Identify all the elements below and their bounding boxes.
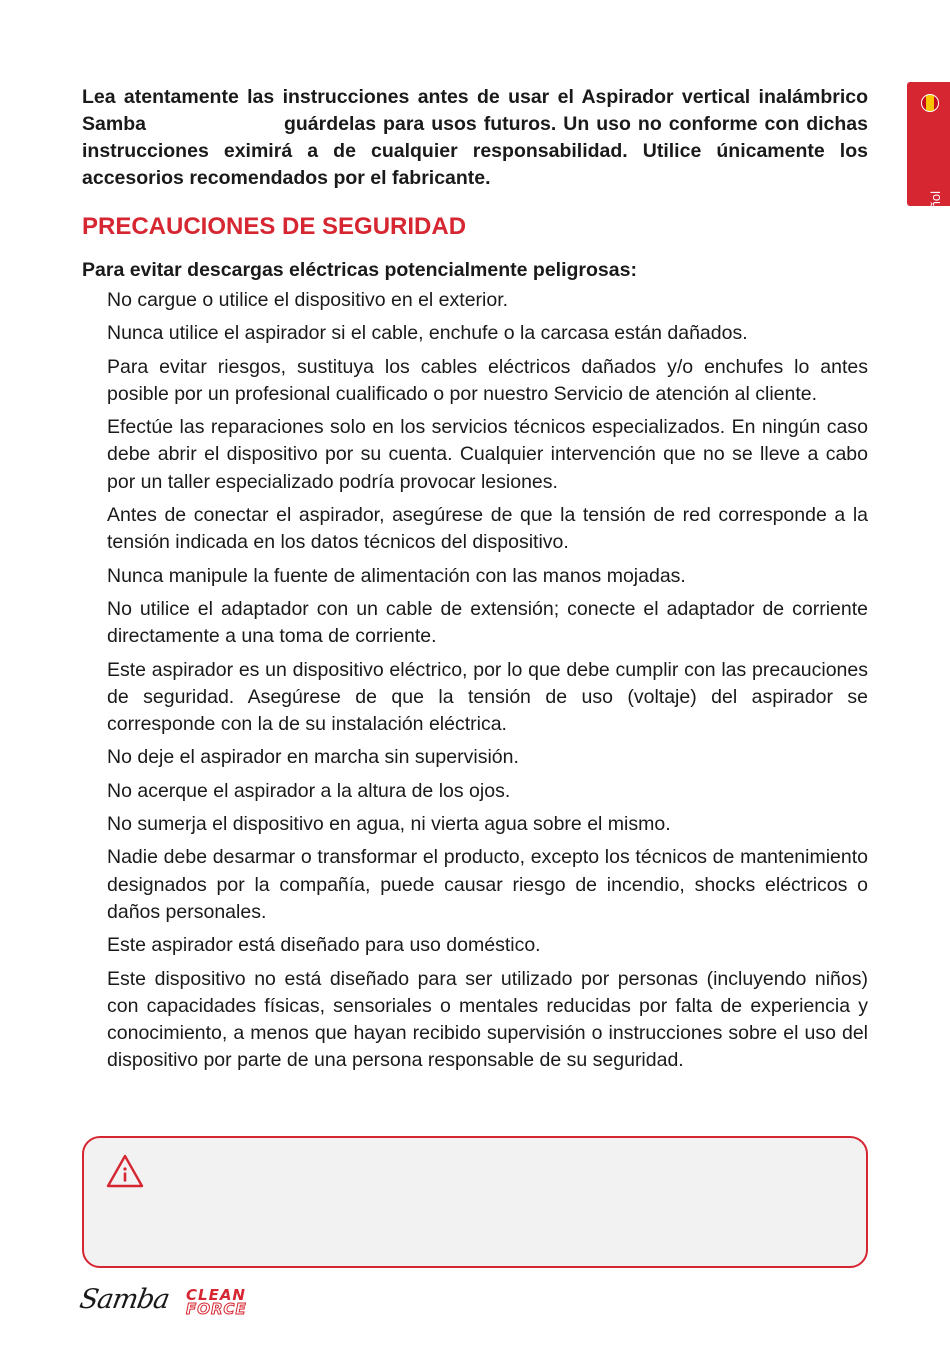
list-item: Antes de conectar el aspirador, asegúrese de que la tensión de red corresponde a la tensión indicada en los datos técnicos del dispositivo. [107, 504, 868, 554]
section-subheading: Para evitar descargas eléctricas potencialmente peligrosas: [82, 259, 637, 281]
list-item: No sumerja el dispositivo en agua, ni vierta agua sobre el mismo. [107, 813, 671, 836]
intro-line-1: Lea atentamente las instrucciones antes de usar el Aspirador vertical inalámbrico Samba [82, 86, 868, 135]
list-item: No cargue o utilice el dispositivo en el exterior. [107, 289, 509, 311]
list-item: No deje el aspirador en marcha sin supervisión. [107, 746, 519, 769]
language-label: Español [928, 191, 943, 238]
intro-line-3: de cualquier responsabilidad. Utilice únicamente los accesorios recomendados por el fabricante. [82, 140, 868, 189]
list-item: Este aspirador es un dispositivo eléctrico, por lo que debe cumplir con las precauciones de seguridad. Asegúrese de que la tensión de uso (voltaje) del aspirador se corresponde con la de su instalación eléctrica. [107, 658, 868, 736]
spain-flag-icon [921, 94, 939, 112]
language-tab [907, 82, 950, 238]
clean-force-logo [186, 1288, 247, 1316]
list-item: No acerque el aspirador a la altura de los ojos. [107, 779, 511, 802]
list-item: Nunca manipule la fuente de alimentación con las manos mojadas. [107, 564, 686, 587]
list-item: Nunca utilice el aspirador si el cable, enchufe o la carcasa están dañados. [107, 322, 748, 345]
section-title: PRECAUCIONES DE SEGURIDAD [82, 213, 467, 240]
list-item: No utilice el adaptador con un cable de extensión; conecte el adaptador de corriente directamente a una toma de corriente. [107, 597, 868, 648]
intro-line-2: guárdelas para usos futuros. Un uso no conforme con dichas instrucciones eximirá a [82, 113, 868, 162]
clean-force-logo-line-1: CLEAN [186, 1286, 246, 1304]
warning-note-box [82, 1136, 868, 1268]
list-item: Efectúe las reparaciones solo en los servicios técnicos especializados. En ningún caso debe abrir el dispositivo por su cuenta. Cualquier intervención que no se lleve a cabo por un taller especializado podría provocar lesiones. [107, 416, 868, 493]
warning-icon [106, 1154, 144, 1188]
list-item: Este dispositivo no está diseñado para ser utilizado por personas (incluyendo niños) con capacidades físicas, sensoriales o mentales reducidas por falta de experiencia y conocimiento, a menos que hayan recibido supervisión o instrucciones sobre el uso del dispositivo por parte de una persona responsable de su seguridad. [107, 967, 868, 1072]
intro-paragraph [82, 84, 868, 192]
safety-precautions-list [107, 287, 868, 1081]
list-item: Nadie debe desarmar o transformar el producto, excepto los técnicos de mantenimiento designados por la compañía, puede causar riesgo de incendio, shocks eléctricos o daños personales. [107, 846, 868, 923]
samba-logo: Samba [77, 1284, 172, 1315]
list-item: Este aspirador está diseñado para uso doméstico. [107, 934, 541, 957]
list-item: Para evitar riesgos, sustituya los cables eléctricos dañados y/o enchufes lo antes posible por un profesional cualificado o por nuestro Servicio de atención al cliente. [107, 355, 868, 405]
clean-force-logo-line-2: FORCE [186, 1300, 247, 1318]
